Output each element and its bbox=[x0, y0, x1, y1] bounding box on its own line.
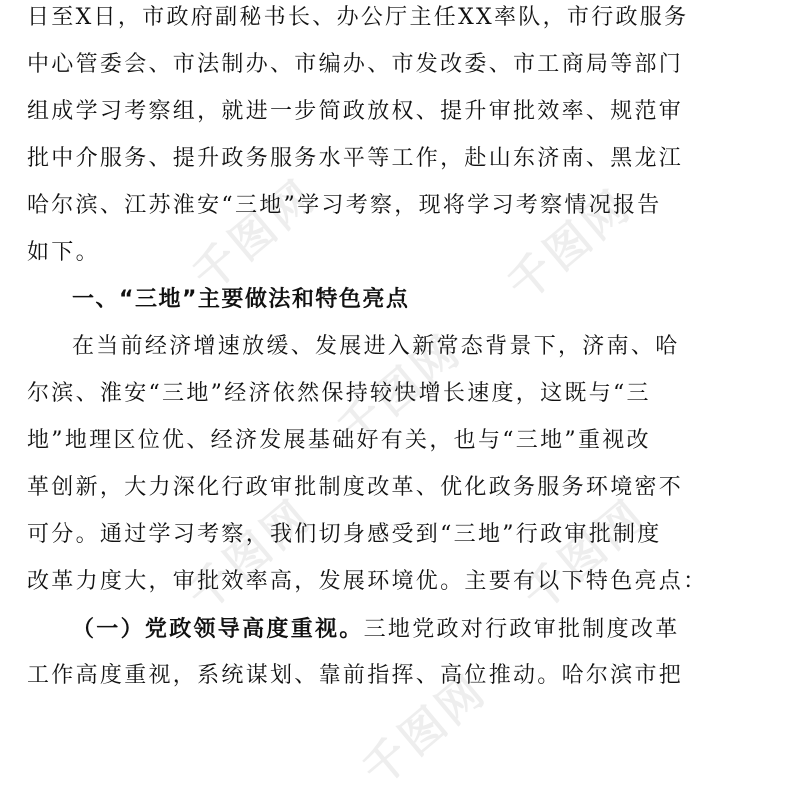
body-line: 批中介服务、提升政务服务水平等工作，赴山东济南、黑龙江 bbox=[27, 146, 684, 171]
watermark: 千图网 bbox=[353, 664, 497, 797]
section-heading: 一、“三地”主要做法和特色亮点 bbox=[72, 287, 410, 312]
watermark: 千图网 bbox=[328, 324, 472, 457]
body-line: 地”地理区位优、经济发展基础好有关，也与“三地”重视改 bbox=[27, 428, 651, 453]
body-line: 日至X日，市政府副秘书长、办公厅主任XX率队，市行政服务 bbox=[27, 5, 689, 30]
subsection-text: 三地党政对行政审批制度改革 bbox=[363, 617, 680, 642]
body-line: 尔滨、淮安“三地”经济依然保持较快增长速度，这既与“三 bbox=[27, 381, 651, 406]
watermark: 千图网 bbox=[513, 489, 657, 622]
watermark: 千图网 bbox=[178, 489, 322, 622]
subsection-line bbox=[72, 605, 680, 653]
watermark: 千图网 bbox=[183, 169, 327, 302]
body-line: 组成学习考察组，就进一步简政放权、提升审批效率、规范审 bbox=[27, 99, 684, 124]
subsection-heading: （一）党政领导高度重视。 bbox=[72, 616, 364, 642]
body-line: 改革力度大，审批效率高，发展环境优。主要有以下特色亮点： bbox=[27, 569, 708, 594]
watermark: 千图网 bbox=[498, 179, 642, 312]
body-line: 如下。 bbox=[27, 240, 100, 265]
body-line: 哈尔滨、江苏淮安“三地”学习考察，现将学习考察情况报告 bbox=[27, 193, 662, 218]
body-line: 在当前经济增速放缓、发展进入新常态背景下，济南、哈 bbox=[72, 334, 680, 359]
body-line: 中心管委会、市法制办、市编办、市发改委、市工商局等部门 bbox=[27, 52, 684, 77]
body-line: 可分。通过学习考察，我们切身感受到“三地”行政审批制度 bbox=[27, 522, 662, 547]
body-line: 工作高度重视，系统谋划、靠前指挥、高位推动。哈尔滨市把 bbox=[27, 663, 684, 688]
body-line: 革创新，大力深化行政审批制度改革、优化政务服务环境密不 bbox=[27, 475, 684, 500]
